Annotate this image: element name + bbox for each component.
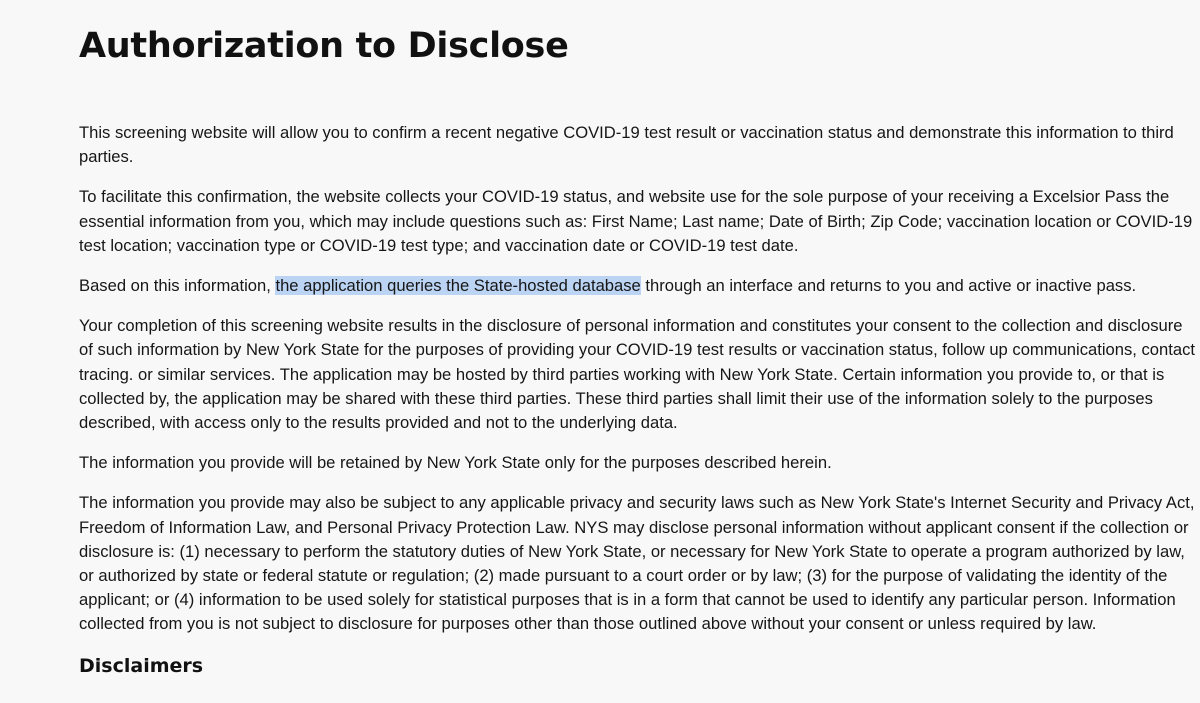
paragraph-data-collection: To facilitate this confirmation, the website collects your COVID-19 status, and website use for the sole purpose of your receiving a Excelsior Pass the essential information from you, which may include questions such as: First Name; Last name; Date of Birth; Zip Code; vaccination location or COVID-19 test location; vaccination type or COVID-19 test type; and vaccination date or COVID-19 test date.: [79, 187, 1193, 255]
paragraph-database-query: [79, 274, 1197, 298]
paragraph-purpose: This screening website will allow you to confirm a recent negative COVID-19 test result or vaccination status and demonstrate this information to third parties.: [79, 123, 1174, 167]
paragraph-text-end: through an interface and returns to you and active or inactive pass.: [640, 276, 1137, 296]
paragraph-retention: The information you provide will be retained by New York State only for the purposes described herein.: [79, 453, 832, 473]
paragraph-text-start: Based on this information,: [79, 276, 276, 296]
paragraph-consent: Your completion of this screening website results in the disclosure of personal information and constitutes your consent to the collection and disclosure of such information by New York State for the purposes of providing your COVID-19 test results or vaccination status, follow up communications, contact tracing. or similar services. The application may be hosted by third parties working with New York State. Certain information you provide to, or that is collected by, the application may be shared with these third parties. These third parties shall limit their use of the information solely to the purposes described, with access only to the results provided and not to the underlying data.: [79, 316, 1196, 433]
selected-text-highlight[interactable]: the application queries the State-hosted database: [275, 276, 641, 296]
paragraph-privacy-laws: The information you provide may also be subject to any applicable privacy and security laws such as New York State's Internet Security and Privacy Act, Freedom of Information Law, and Personal Privacy Protection Law. NYS may disclose personal information without applicant consent if the collection or disclosure is: (1) necessary to perform the statutory duties of New York State, or necessary for New York State to operate a program authorized by law, or authorized by state or federal statute or regulation; (2) made pursuant to a court order or by law; (3) for the purpose of validating the identity of the applicant; or (4) information to be used solely for statistical purposes that is in a form that cannot be used to identify any particular person. Information collected from you is not subject to disclosure for purposes other than those outlined above without your consent or unless required by law.: [79, 493, 1195, 634]
disclaimers-heading: Disclaimers: [79, 654, 204, 677]
page-title: Authorization to Disclose: [79, 26, 569, 66]
disclosure-body: [79, 121, 1197, 679]
